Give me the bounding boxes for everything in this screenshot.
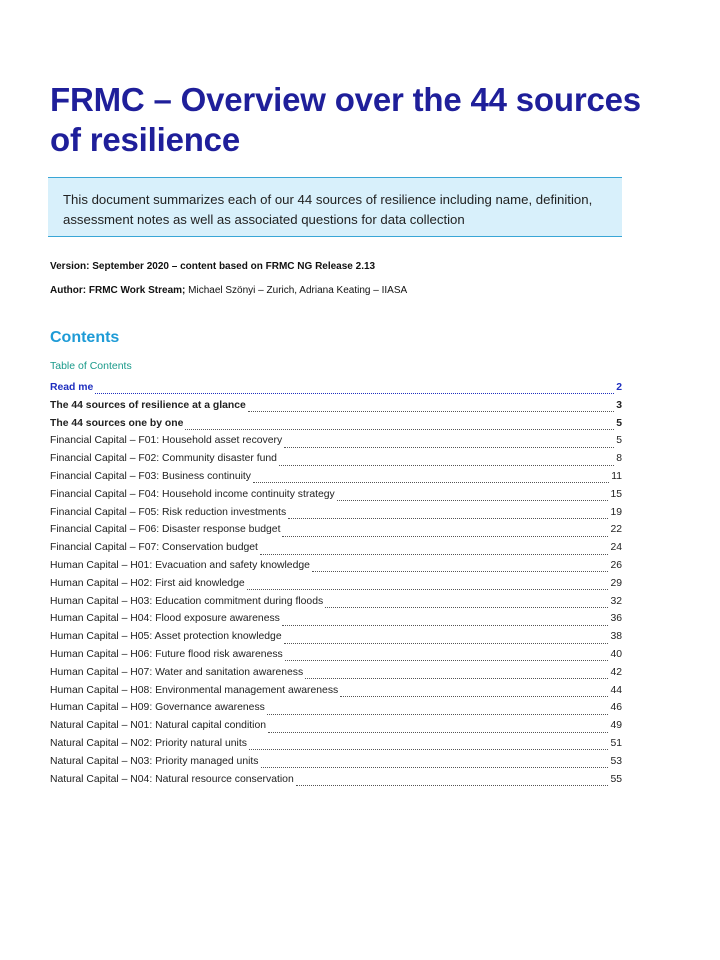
toc-entry[interactable]	[50, 400, 622, 418]
toc-entry[interactable]	[50, 774, 622, 792]
toc-entry[interactable]	[50, 542, 622, 560]
toc-entry[interactable]	[50, 524, 622, 542]
toc-entry-page-number: 51	[610, 737, 622, 749]
toc-entry[interactable]	[50, 382, 622, 400]
version-label: Version: September 2020 – content based on FRMC NG Release 2.13	[50, 261, 376, 272]
toc-entry-title: Natural Capital – N01: Natural capital condition	[50, 720, 267, 732]
toc-entry-page-number: 38	[610, 631, 622, 643]
toc-entry-page-number: 29	[610, 577, 622, 589]
toc-entry-title: Human Capital – H05: Asset protection knowledge	[50, 631, 282, 643]
toc-entry[interactable]	[50, 720, 622, 738]
toc-entry-page-number: 46	[610, 702, 622, 714]
toc-entry-title: Financial Capital – F02: Community disaster fund	[50, 453, 277, 465]
toc-entry-title: The 44 sources one by one	[50, 417, 184, 429]
toc-dot-leader	[325, 607, 608, 608]
toc-dot-leader	[337, 500, 609, 501]
document-title: FRMC – Overview over the 44 sources of resilience	[50, 81, 641, 158]
toc-entry-page-number: 8	[616, 453, 622, 465]
toc-dot-leader	[296, 785, 609, 786]
toc-dot-leader	[340, 696, 608, 697]
toc-dot-leader	[312, 571, 609, 572]
toc-entry[interactable]	[50, 560, 622, 578]
toc-dot-leader	[284, 643, 609, 644]
toc-entry[interactable]	[50, 631, 622, 649]
toc-entry[interactable]	[50, 453, 622, 471]
toc-dot-leader	[253, 482, 609, 483]
toc-entry[interactable]	[50, 507, 622, 525]
summary-box: This document summarizes each of our 44 sources of resilience including name, definition, assessment notes as well as associated questions for data collection	[48, 177, 622, 237]
toc-entry-page-number: 49	[610, 720, 622, 732]
toc-entry-page-number: 44	[610, 684, 622, 696]
toc-entry[interactable]	[50, 702, 622, 720]
toc-dot-leader	[260, 554, 609, 555]
toc-dot-leader	[285, 660, 609, 661]
toc-entry[interactable]	[50, 756, 622, 774]
toc-entry-title: Natural Capital – N04: Natural resource conservation	[50, 773, 294, 785]
toc-entry-title: Financial Capital – F01: Household asset recovery	[50, 435, 283, 447]
toc-entry[interactable]	[50, 489, 622, 507]
toc-entry-title: Financial Capital – F04: Household income continuity strategy	[50, 488, 335, 500]
toc-entry-page-number: 36	[610, 613, 622, 625]
toc-entry[interactable]	[50, 578, 622, 596]
toc-entry[interactable]	[50, 613, 622, 631]
toc-entry[interactable]	[50, 649, 622, 667]
toc-dot-leader	[249, 749, 609, 750]
toc-dot-leader	[282, 625, 609, 626]
table-of-contents	[50, 382, 622, 791]
toc-entry-title: Financial Capital – F03: Business continuity	[50, 470, 251, 482]
toc-entry-page-number: 32	[610, 595, 622, 607]
toc-entry-title: The 44 sources of resilience at a glance	[50, 399, 246, 411]
toc-entry-title: Human Capital – H08: Environmental management awareness	[50, 684, 339, 696]
toc-entry-title: Natural Capital – N02: Priority natural units	[50, 737, 247, 749]
toc-entry-page-number: 2	[616, 382, 622, 393]
toc-dot-leader	[279, 465, 614, 466]
author-names: Michael Szönyi – Zurich, Adriana Keating – IIASA	[185, 285, 408, 296]
toc-entry-title: Financial Capital – F07: Conservation budget	[50, 542, 258, 554]
toc-entry-page-number: 5	[616, 417, 622, 429]
toc-entry-title: Human Capital – H01: Evacuation and safety knowledge	[50, 559, 310, 571]
toc-entry-page-number: 24	[610, 542, 622, 554]
toc-entry-page-number: 11	[611, 470, 622, 482]
toc-entry[interactable]	[50, 471, 622, 489]
toc-caption: Table of Contents	[50, 360, 132, 372]
toc-entry-title: Financial Capital – F05: Risk reduction investments	[50, 506, 287, 518]
toc-dot-leader	[267, 714, 609, 715]
toc-entry-title: Human Capital – H07: Water and sanitation awareness	[50, 666, 304, 678]
toc-entry-title: Read me	[50, 382, 94, 393]
toc-dot-leader	[305, 678, 608, 679]
author-line	[50, 285, 407, 296]
toc-entry[interactable]	[50, 738, 622, 756]
author-label: Author: FRMC Work Stream;	[50, 285, 186, 296]
toc-entry[interactable]	[50, 685, 622, 703]
toc-entry-page-number: 55	[610, 773, 622, 785]
toc-entry-page-number: 5	[616, 435, 622, 447]
toc-entry-title: Financial Capital – F06: Disaster response budget	[50, 524, 281, 536]
toc-entry-title: Human Capital – H09: Governance awareness	[50, 702, 265, 714]
toc-entry-page-number: 42	[610, 666, 622, 678]
toc-entry[interactable]	[50, 667, 622, 685]
toc-entry-page-number: 53	[610, 755, 622, 767]
toc-dot-leader	[95, 393, 614, 394]
toc-dot-leader	[247, 589, 609, 590]
toc-dot-leader	[288, 518, 608, 519]
toc-entry-title: Human Capital – H03: Education commitment during floods	[50, 595, 324, 607]
toc-dot-leader	[185, 429, 614, 430]
toc-entry-title: Natural Capital – N03: Priority managed units	[50, 755, 259, 767]
toc-entry-page-number: 15	[610, 488, 622, 500]
toc-dot-leader	[268, 732, 608, 733]
toc-entry-title: Human Capital – H04: Flood exposure awareness	[50, 613, 280, 625]
toc-entry-page-number: 22	[610, 524, 622, 536]
toc-dot-leader	[284, 447, 614, 448]
contents-heading: Contents	[50, 329, 120, 346]
toc-entry[interactable]	[50, 418, 622, 436]
toc-entry-page-number: 19	[610, 506, 622, 518]
version-line	[50, 261, 375, 272]
toc-entry-page-number: 26	[610, 559, 622, 571]
toc-dot-leader	[261, 767, 609, 768]
toc-dot-leader	[248, 411, 614, 412]
toc-entry-title: Human Capital – H06: Future flood risk awareness	[50, 648, 283, 660]
toc-entry[interactable]	[50, 596, 622, 614]
toc-entry-page-number: 3	[616, 399, 622, 411]
toc-entry-title: Human Capital – H02: First aid knowledge	[50, 577, 245, 589]
toc-entry[interactable]	[50, 435, 622, 453]
toc-entry-page-number: 40	[610, 648, 622, 660]
toc-dot-leader	[282, 536, 608, 537]
